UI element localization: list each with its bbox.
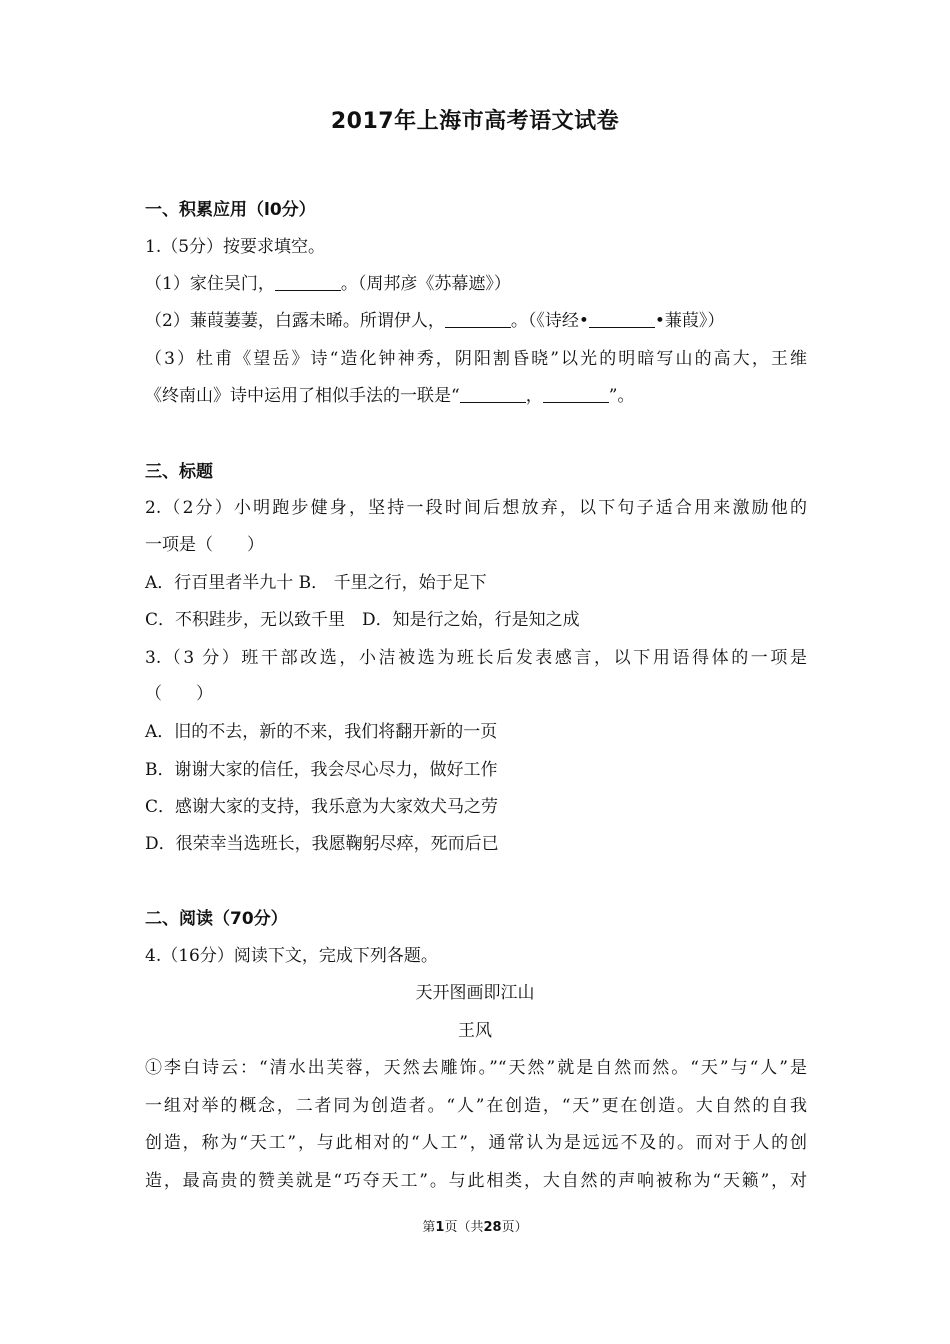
article-para-line3: 创造，称为“天工”，与此相对的“人工”，通常认为是远远不及的。而对于人的创 — [145, 1133, 807, 1153]
q1-part2-text-c: •蒹葭》） — [654, 311, 725, 331]
q1-part1 — [145, 269, 511, 294]
q1-part1-text-a: （1）家住吴门， — [145, 274, 275, 294]
footer-prefix: 第 — [422, 1220, 436, 1235]
article-para-line1: ①李白诗云：“清水出芙蓉，天然去雕饰。”“天然”就是自然而然。“天”与“人”是 — [145, 1058, 807, 1078]
footer-page-number: 1 — [435, 1220, 445, 1235]
q2-stem-line1: 2.（2分）小明跑步健身，坚持一段时间后想放弃，以下句子适合用来激励他的 — [145, 498, 807, 518]
answer-blank — [543, 386, 609, 403]
q1-part1-text-b: 。（周邦彦《苏幕遮》） — [340, 274, 511, 294]
q2-options-cd: C．不积跬步，无以致千里 D．知是行之始，行是知之成 — [145, 610, 580, 630]
q1-stem: 1.（5分）按要求填空。 — [145, 237, 326, 257]
answer-blank — [445, 311, 511, 328]
section-heading-accumulation: 一、积累应用（l0分） — [145, 200, 316, 220]
answer-blank — [275, 274, 341, 291]
footer-mid: 页（共 — [444, 1220, 484, 1235]
footer-total-pages: 28 — [483, 1220, 502, 1235]
q1-part3-line1: （3）杜甫《望岳》诗“造化钟神秀，阴阳割昏晓”以光的明暗写山的高大，王维 — [145, 349, 807, 369]
q3-option-b: B．谢谢大家的信任，我会尽心尽力，做好工作 — [145, 760, 498, 780]
q2-options-ab: A．行百里者半九十 B． 千里之行，始于足下 — [145, 573, 487, 593]
q1-part3-text-b: ， — [525, 386, 543, 406]
footer-suffix: 页） — [501, 1220, 528, 1235]
q3-stem-line2: （ ） — [145, 684, 213, 704]
article-para-line2: 一组对举的概念，二者同为创造者。“人”在创造，“天”更在创造。大自然的自我 — [145, 1096, 807, 1116]
q1-part3-text-a: 《终南山》诗中运用了相似手法的一联是“ — [145, 386, 460, 406]
article-author: 王风 — [458, 1021, 492, 1041]
page-title: 2017年上海市高考语文试卷 — [330, 109, 620, 134]
q1-part2-text-b: 。（《诗经• — [510, 311, 589, 331]
q3-option-c: C．感谢大家的支持，我乐意为大家效犬马之劳 — [145, 797, 499, 817]
q4-stem: 4.（16分）阅读下文，完成下列各题。 — [145, 946, 438, 966]
article-para-line4: 造，最高贵的赞美就是“巧夺天工”。与此相类，大自然的声响被称为“天籁”，对 — [145, 1171, 807, 1191]
section-heading-reading: 二、阅读（70分） — [145, 909, 288, 929]
answer-blank — [460, 386, 526, 403]
q2-stem-line2: 一项是（ ） — [145, 535, 264, 555]
article-title: 天开图画即江山 — [415, 983, 535, 1003]
q1-part2 — [145, 306, 724, 331]
q1-part3-line2 — [145, 381, 634, 406]
q3-option-d: D．很荣幸当选班长，我愿鞠躬尽瘁，死而后已 — [145, 834, 499, 854]
q3-stem-line1: 3.（3 分）班干部改选，小洁被选为班长后发表感言，以下用语得体的一项是 — [145, 648, 807, 668]
page-footer — [0, 1216, 950, 1235]
answer-blank — [589, 311, 655, 328]
q3-option-a: A．旧的不去，新的不来，我们将翻开新的一页 — [145, 722, 498, 742]
q1-part3-text-c: ”。 — [608, 386, 635, 406]
section-heading-title: 三、标题 — [145, 462, 213, 482]
q1-part2-text-a: （2）蒹葭萋萋，白露未晞。所谓伊人， — [145, 311, 445, 331]
